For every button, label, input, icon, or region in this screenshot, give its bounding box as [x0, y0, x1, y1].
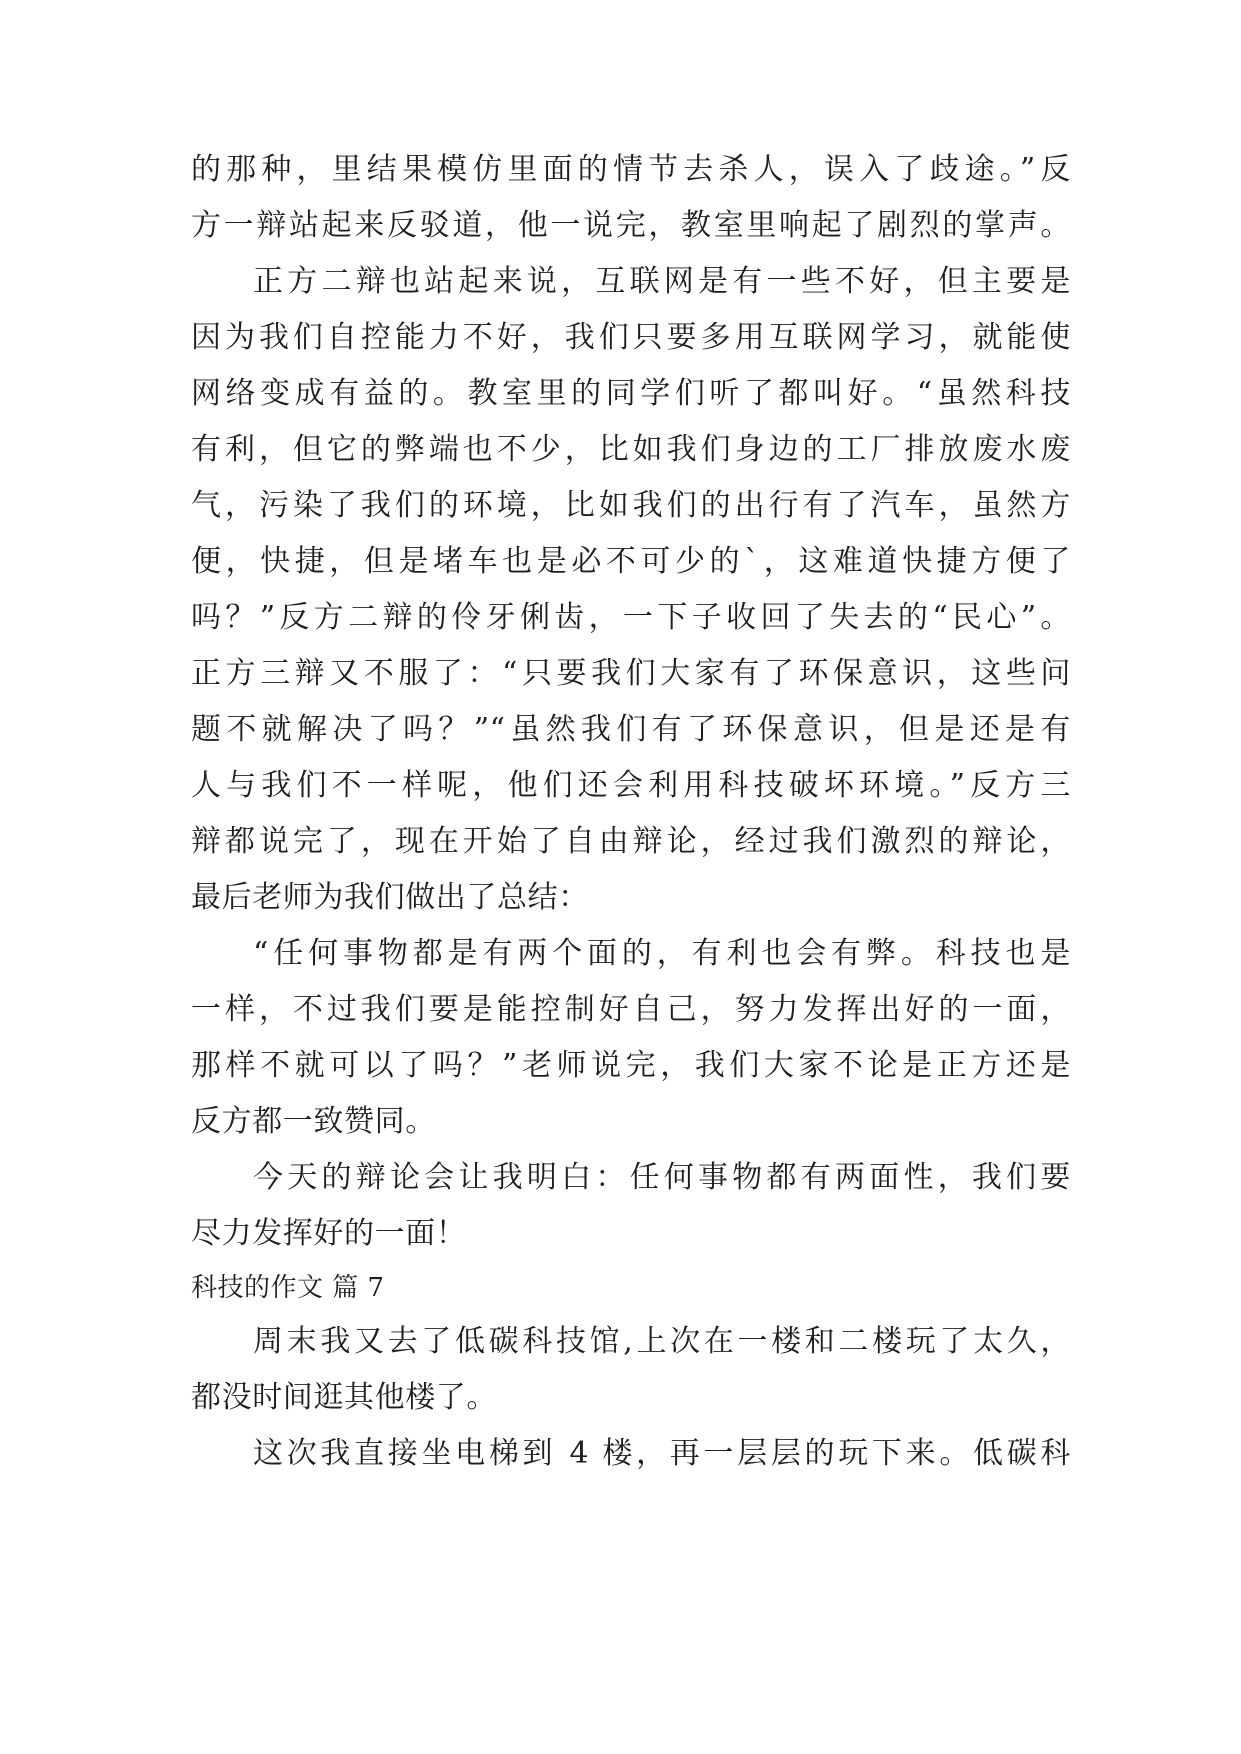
text-line: 有利，但它的弊端也不少，比如我们身边的工厂排放废水废: [191, 432, 1071, 467]
text-line: 这次我直接坐电梯到 4 楼，再一层层的玩下来。低碳科: [253, 1436, 1071, 1471]
text-line: 的那种，里结果模仿里面的情节去杀人，误入了歧途。”反: [191, 152, 1071, 187]
text-line: 因为我们自控能力不好，我们只要多用互联网学习，就能使: [191, 320, 1071, 355]
text-line: 一样，不过我们要是能控制好自己，努力发挥出好的一面，: [191, 992, 1071, 1027]
text-line: 最后老师为我们做出了总结：: [191, 880, 589, 915]
text-line: 正方二辩也站起来说，互联网是有一些不好，但主要是: [253, 264, 1071, 299]
text-line: 正方三辩又不服了：“只要我们大家有了环保意识，这些问: [191, 656, 1071, 691]
text-line: “任何事物都是有两个面的，有利也会有弊。科技也是: [253, 936, 1071, 971]
text-line: 今天的辩论会让我明白：任何事物都有两面性，我们要: [253, 1160, 1071, 1195]
text-line: 题不就解决了吗？”“虽然我们有了环保意识，但是还是有: [191, 712, 1071, 747]
text-line: 便，快捷，但是堵车也是必不可少的`，这难道快捷方便了: [191, 544, 1071, 579]
text-line: 网络变成有益的。教室里的同学们听了都叫好。“虽然科技: [191, 376, 1071, 411]
section-heading: 科技的作文 篇 7: [191, 1273, 385, 1303]
text-line: 气，污染了我们的环境，比如我们的出行有了汽车，虽然方: [191, 488, 1071, 523]
text-line: 那样不就可以了吗？”老师说完，我们大家不论是正方还是: [191, 1048, 1071, 1083]
text-line: 尽力发挥好的一面！: [191, 1216, 467, 1251]
text-line: 辩都说完了，现在开始了自由辩论，经过我们激烈的辩论，: [191, 824, 1071, 859]
text-line: 都没时间逛其他楼了。: [191, 1380, 497, 1415]
text-line: 反方都一致赞同。: [191, 1104, 436, 1139]
text-line: 人与我们不一样呢，他们还会利用科技破坏环境。”反方三: [191, 768, 1071, 803]
text-line: 吗？”反方二辩的伶牙俐齿，一下子收回了失去的“民心”。: [191, 600, 1071, 635]
text-line: 周末我又去了低碳科技馆,上次在一楼和二楼玩了太久，: [253, 1324, 1071, 1359]
text-line: 方一辩站起来反驳道，他一说完，教室里响起了剧烈的掌声。: [191, 208, 1071, 243]
